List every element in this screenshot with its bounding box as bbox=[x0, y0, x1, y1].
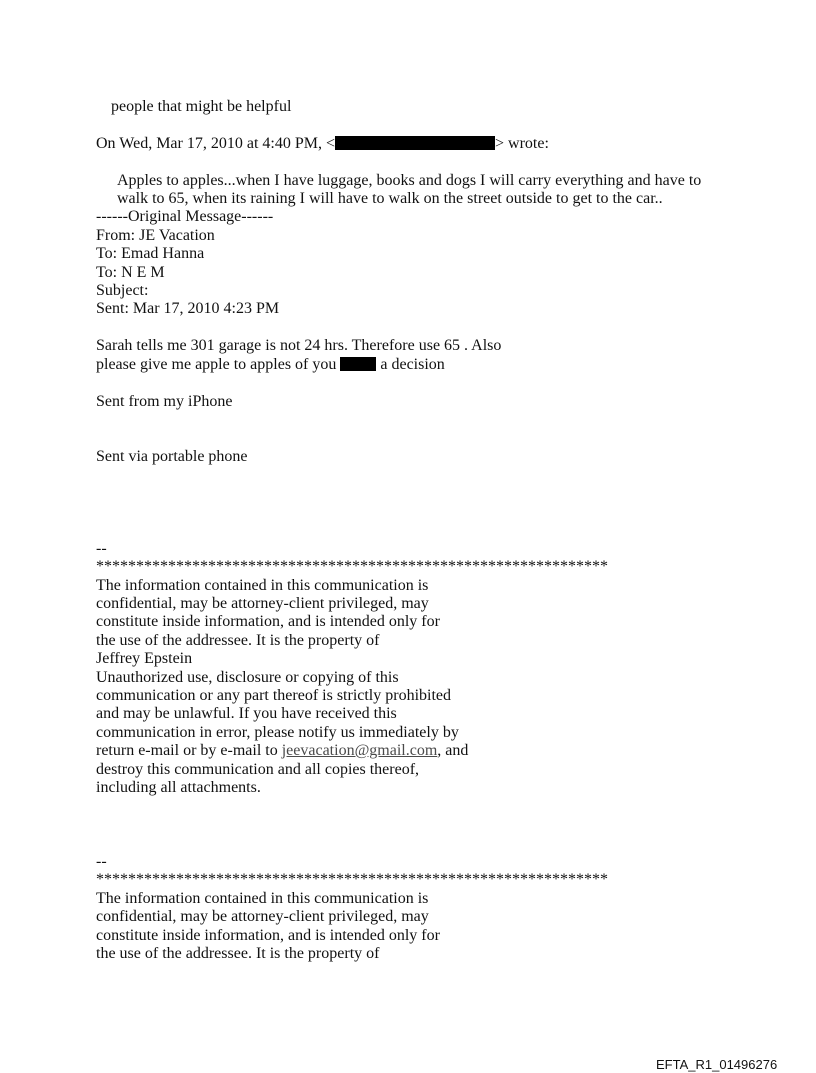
body-line-1: Sarah tells me 301 garage is not 24 hrs. Therefore use 65 . Also bbox=[96, 337, 502, 354]
disclaimer-1-line-4: the use of the addressee. It is the property of bbox=[96, 632, 380, 649]
disclaimer-2-line-2: confidential, may be attorney-client privileged, may bbox=[96, 908, 429, 925]
header-to-2: To: N E M bbox=[96, 264, 165, 281]
signature-dashes-2: -- bbox=[96, 853, 107, 870]
header-to-1: To: Emad Hanna bbox=[96, 245, 205, 262]
body-line-2-prefix: please give me apple to apples of you bbox=[96, 356, 337, 373]
header-sent: Sent: Mar 17, 2010 4:23 PM bbox=[96, 300, 280, 317]
signature-stars-2: **************************************************************** bbox=[96, 871, 608, 888]
email-suffix: , and bbox=[437, 742, 469, 759]
sent-from-iphone: Sent from my iPhone bbox=[96, 393, 233, 410]
disclaimer-1-line-8: and may be unlawful. If you have received this bbox=[96, 705, 397, 722]
reply-attribution bbox=[96, 135, 549, 153]
disclaimer-1-line-1: The information contained in this communication is bbox=[96, 577, 429, 594]
disclaimer-1-line-6: Unauthorized use, disclosure or copying of this bbox=[96, 669, 399, 686]
email-prefix: return e-mail or by e-mail to bbox=[96, 742, 282, 759]
disclaimer-2-line-3: constitute inside information, and is intended only for bbox=[96, 927, 440, 944]
signature-stars-1: **************************************************************** bbox=[96, 558, 608, 575]
disclaimer-1-line-2: confidential, may be attorney-client privileged, may bbox=[96, 595, 429, 612]
document-id-footer: EFTA_R1_01496276 bbox=[656, 1057, 778, 1072]
disclaimer-1-line-5: Jeffrey Epstein bbox=[96, 650, 193, 667]
header-from: From: JE Vacation bbox=[96, 227, 215, 244]
signature-dashes-1: -- bbox=[96, 540, 107, 557]
header-subject: Subject: bbox=[96, 282, 149, 299]
original-message-separator: ------Original Message------ bbox=[96, 208, 274, 225]
disclaimer-1-line-3: constitute inside information, and is intended only for bbox=[96, 613, 440, 630]
attribution-suffix: > wrote: bbox=[494, 135, 549, 152]
redacted-word-block bbox=[340, 357, 376, 371]
email-link[interactable]: jeevacation@gmail.com bbox=[281, 742, 438, 759]
disclaimer-1-line-9: communication in error, please notify us immediately by bbox=[96, 724, 459, 741]
body-line-2 bbox=[96, 356, 445, 374]
disclaimer-1-line-7: communication or any part thereof is strictly prohibited bbox=[96, 687, 452, 704]
disclaimer-2-line-1: The information contained in this communication is bbox=[96, 890, 429, 907]
body-line-2-suffix: a decision bbox=[380, 356, 445, 373]
reply-line-2: walk to 65, when its raining I will have to walk on the street outside to get to the car.. bbox=[117, 190, 663, 207]
disclaimer-1-line-12: including all attachments. bbox=[96, 779, 261, 796]
disclaimer-1-line-10 bbox=[96, 742, 468, 760]
sent-via-portable: Sent via portable phone bbox=[96, 448, 248, 465]
attribution-prefix: On Wed, Mar 17, 2010 at 4:40 PM, < bbox=[96, 135, 335, 152]
quoted-text-tail: people that might be helpful bbox=[111, 98, 292, 115]
reply-line-1: Apples to apples...when I have luggage, books and dogs I will carry everything and have to bbox=[117, 172, 702, 189]
disclaimer-2-line-4: the use of the addressee. It is the property of bbox=[96, 945, 380, 962]
disclaimer-1-line-11: destroy this communication and all copies thereof, bbox=[96, 761, 420, 778]
redacted-email-block bbox=[335, 136, 495, 150]
